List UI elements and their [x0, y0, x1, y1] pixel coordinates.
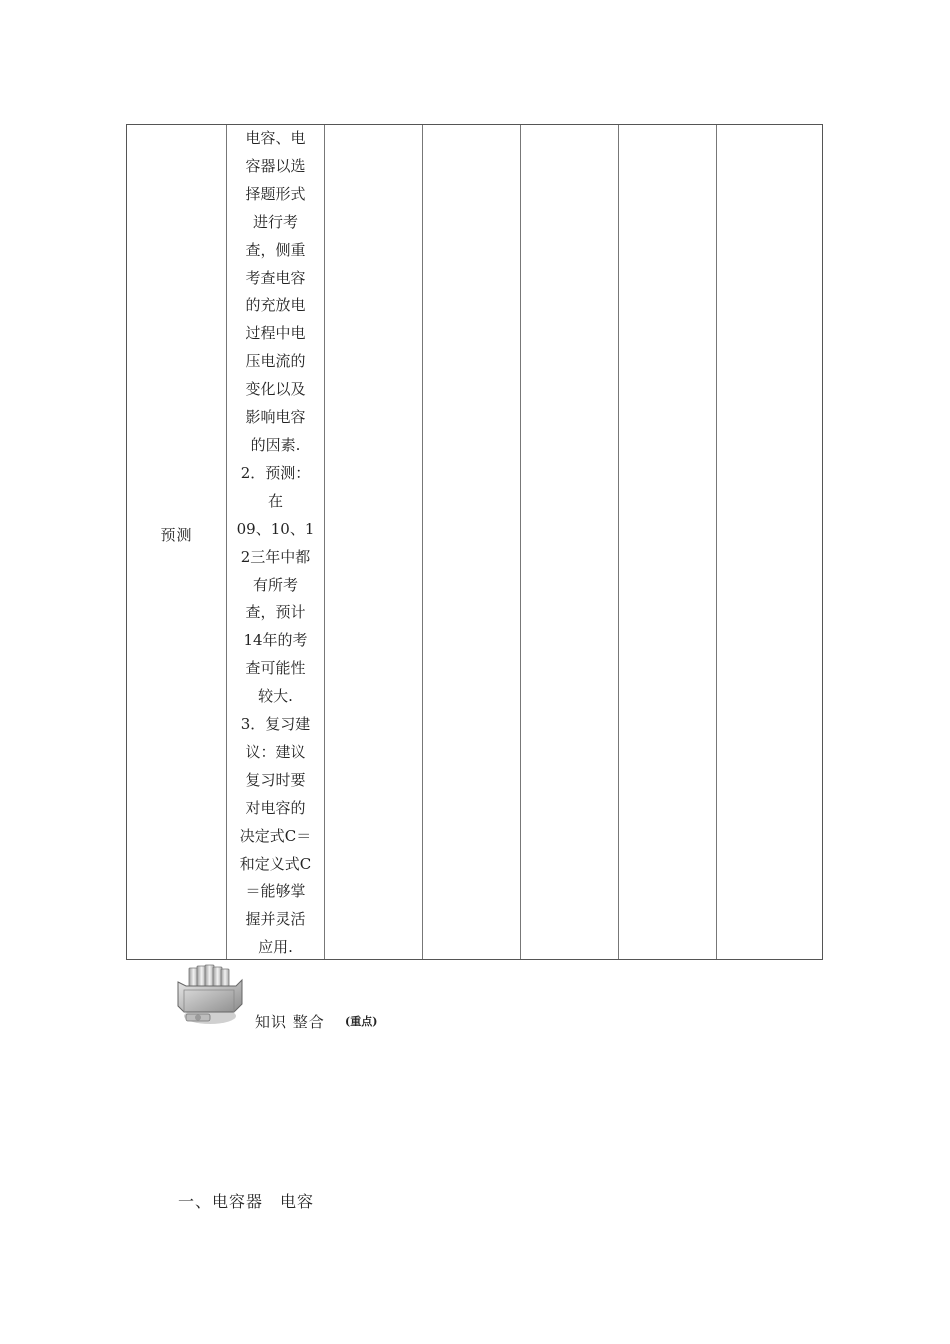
- content-line: 变化以及: [245, 380, 306, 399]
- content-line: 过程中电: [245, 324, 306, 343]
- content-line: 对电容的: [245, 798, 306, 817]
- content-line: 的因素.: [250, 435, 301, 454]
- column-divider: [422, 125, 423, 959]
- content-line: 有所考: [252, 575, 298, 594]
- content-line: 影响电容: [245, 408, 306, 427]
- content-line: 择题形式: [245, 184, 306, 203]
- sub-heading: 一、电容器 电容: [178, 1192, 315, 1211]
- content-line: 14年的考: [243, 631, 308, 650]
- content-line: 2三年中都: [240, 547, 311, 566]
- content-line: 3．复习建: [240, 715, 311, 734]
- row-label-forecast: 预测: [160, 526, 193, 544]
- content-line: 复习时要: [245, 770, 306, 789]
- book-shelf-icon: [176, 960, 254, 1030]
- content-line: 09、10、1: [236, 519, 315, 538]
- forecast-content-cell: [227, 125, 324, 962]
- content-line: 握并灵活: [245, 910, 306, 929]
- content-line: 查，侧重: [245, 240, 306, 259]
- content-line: 压电流的: [245, 352, 306, 371]
- column-divider: [324, 125, 325, 959]
- content-line: 2．预测：: [240, 463, 311, 482]
- content-line: 的充放电: [245, 296, 306, 315]
- content-line: 进行考: [252, 212, 298, 231]
- content-line: 容器以选: [245, 156, 306, 175]
- content-line: 查可能性: [245, 659, 306, 678]
- content-line: 考查电容: [245, 268, 306, 287]
- column-divider: [716, 125, 717, 959]
- column-divider: [520, 125, 521, 959]
- section-title: 知识 整合: [255, 1013, 325, 1031]
- content-line: 议：建议: [245, 742, 306, 761]
- content-line: 查，预计: [245, 603, 306, 622]
- content-line: 决定式C＝: [239, 826, 312, 845]
- content-line: 和定义式C: [239, 854, 312, 873]
- section-tag: (重点): [345, 1015, 378, 1028]
- content-line: 应用.: [258, 938, 293, 957]
- content-line: ＝能够掌: [245, 882, 306, 901]
- column-divider: [618, 125, 619, 959]
- forecast-table: [126, 124, 823, 960]
- content-line: 较大.: [258, 687, 293, 706]
- content-line: 在: [267, 491, 283, 510]
- content-line: 电容、电: [245, 129, 306, 147]
